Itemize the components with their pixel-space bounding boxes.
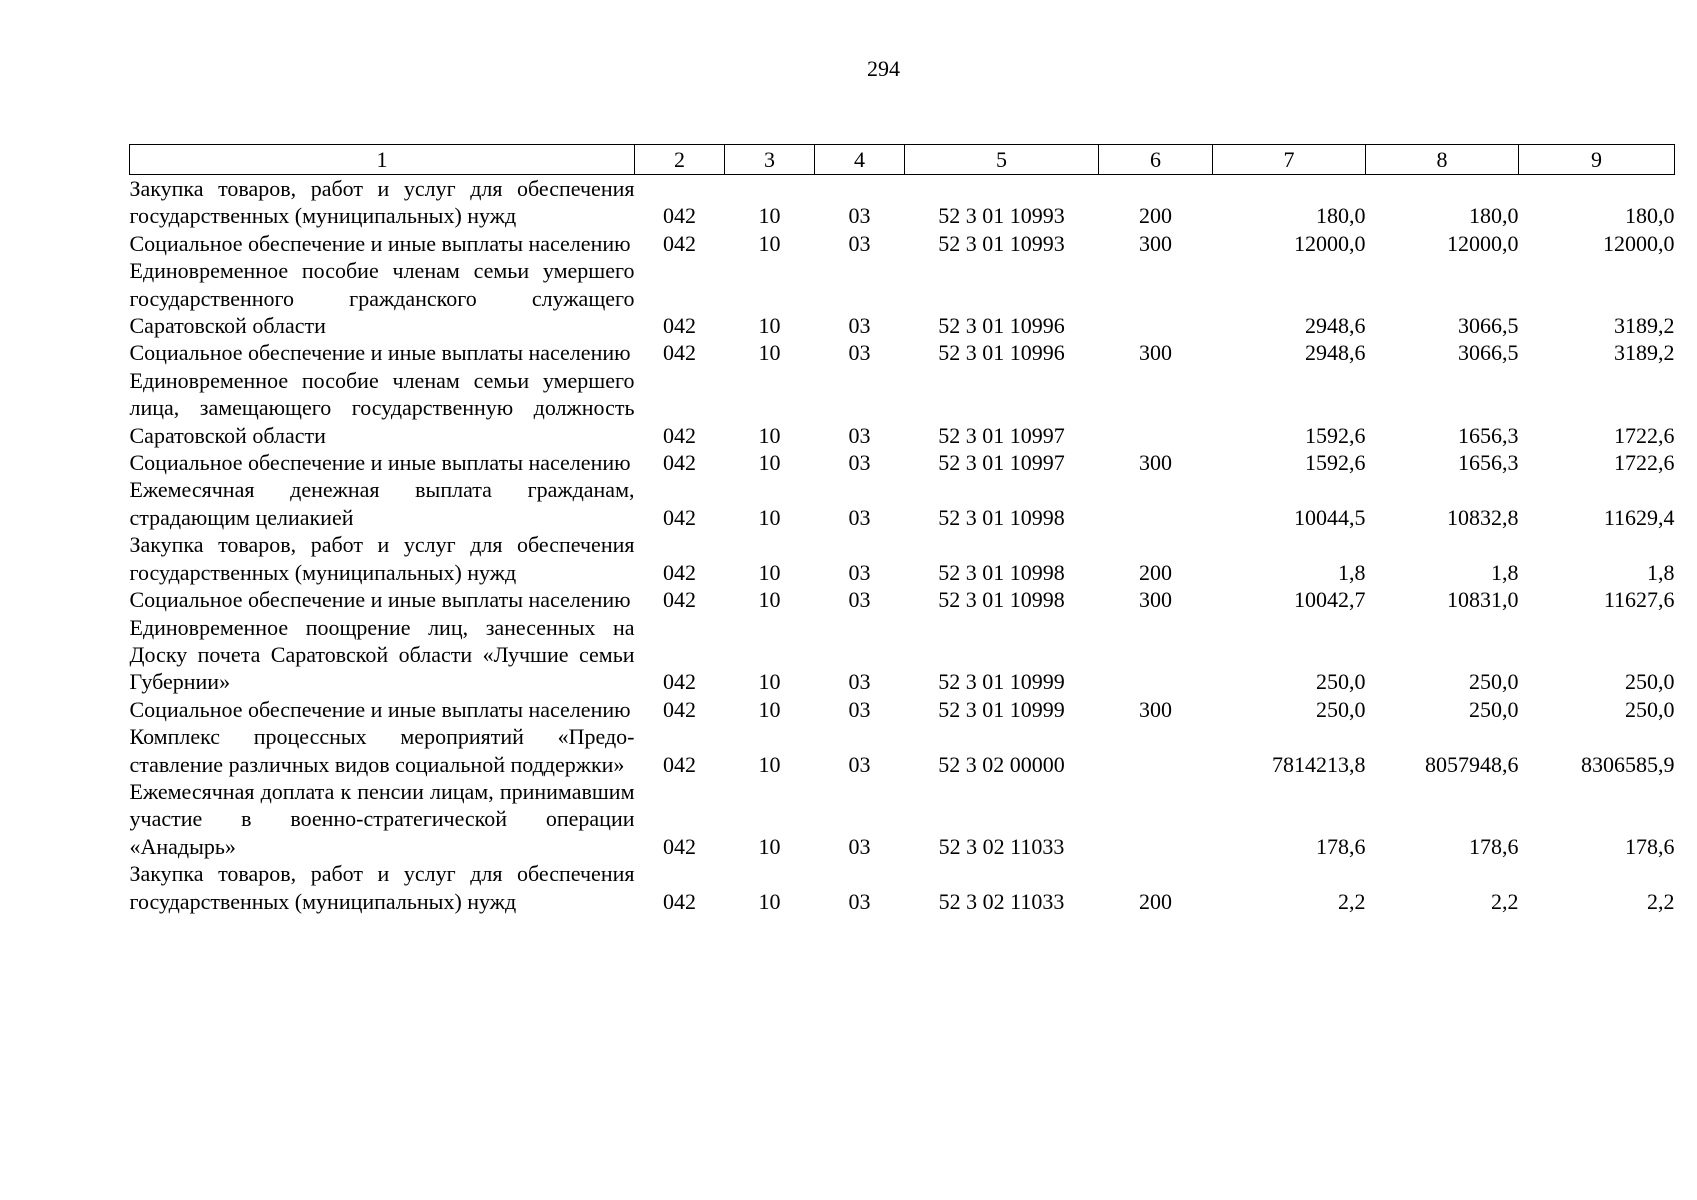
expense-type-code: 200 xyxy=(1139,559,1172,585)
section-code: 10 xyxy=(758,587,781,613)
row-name: Социальное обеспечение и иные выплаты населению xyxy=(129,340,631,366)
admin-code: 042 xyxy=(663,669,696,695)
expense-type-code xyxy=(1099,614,1213,696)
row-name: Единовременное пособие членам семьи умершего лица, замещающего государственную должность Саратовской области xyxy=(129,367,635,448)
table-row xyxy=(130,257,1675,339)
amount-year-2: 10831,0 xyxy=(1447,587,1519,613)
amount-year-1: 178,6 xyxy=(1316,833,1366,859)
amount-year-2: 250,0 xyxy=(1469,696,1519,722)
section-code: 10 xyxy=(758,450,781,476)
subsection-code: 03 xyxy=(848,340,871,366)
amount-year-2: 178,6 xyxy=(1469,833,1519,859)
amount-year-2: 3066,5 xyxy=(1458,313,1519,339)
admin-code: 042 xyxy=(663,504,696,530)
amount-year-1: 12000,0 xyxy=(1294,230,1366,256)
admin-code: 042 xyxy=(663,751,696,777)
target-article-code: 52 3 01 10998 xyxy=(938,504,1065,530)
table-row xyxy=(130,586,1675,613)
amount-year-3: 3189,2 xyxy=(1614,313,1675,339)
expense-type-code: 200 xyxy=(1139,888,1172,914)
amount-year-3: 3189,2 xyxy=(1614,340,1675,366)
amount-year-1: 10042,7 xyxy=(1294,587,1366,613)
section-code: 10 xyxy=(758,422,781,448)
amount-year-2: 3066,5 xyxy=(1458,340,1519,366)
expense-type-code xyxy=(1099,778,1213,860)
subsection-code: 03 xyxy=(848,203,871,229)
target-article-code: 52 3 01 10998 xyxy=(938,587,1065,613)
admin-code: 042 xyxy=(663,203,696,229)
column-header: 2 xyxy=(635,145,725,175)
row-name: Социальное обеспечение и иные выплаты населению xyxy=(129,587,631,613)
section-code: 10 xyxy=(758,313,781,339)
section-code: 10 xyxy=(758,230,781,256)
expense-type-code: 300 xyxy=(1139,696,1172,722)
admin-code: 042 xyxy=(663,313,696,339)
subsection-code: 03 xyxy=(848,669,871,695)
subsection-code: 03 xyxy=(848,833,871,859)
target-article-code: 52 3 01 10997 xyxy=(938,422,1065,448)
amount-year-3: 2,2 xyxy=(1647,888,1675,914)
expense-type-code: 300 xyxy=(1139,587,1172,613)
expense-type-code xyxy=(1099,257,1213,339)
row-name: Закупка товаров, работ и услуг для обеспечения государственных (муниципальных) нужд xyxy=(129,176,635,229)
amount-year-1: 1592,6 xyxy=(1305,422,1366,448)
amount-year-3: 250,0 xyxy=(1625,696,1675,722)
amount-year-2: 8057948,6 xyxy=(1425,751,1519,777)
table-row xyxy=(130,860,1675,915)
table-row xyxy=(130,476,1675,531)
section-code: 10 xyxy=(758,669,781,695)
table-row xyxy=(130,696,1675,723)
column-header: 6 xyxy=(1099,145,1213,175)
section-code: 10 xyxy=(758,696,781,722)
expense-type-code xyxy=(1099,476,1213,531)
target-article-code: 52 3 01 10999 xyxy=(938,669,1065,695)
table-row xyxy=(130,778,1675,860)
column-header: 7 xyxy=(1213,145,1366,175)
target-article-code: 52 3 01 10996 xyxy=(938,340,1065,366)
table-row xyxy=(130,339,1675,366)
admin-code: 042 xyxy=(663,230,696,256)
subsection-code: 03 xyxy=(848,888,871,914)
admin-code: 042 xyxy=(663,888,696,914)
column-header: 8 xyxy=(1366,145,1519,175)
amount-year-3: 1722,6 xyxy=(1614,422,1675,448)
section-code: 10 xyxy=(758,751,781,777)
row-name: Закупка товаров, работ и услуг для обеспечения государственных (муниципальных) нужд xyxy=(129,532,635,585)
header-row xyxy=(130,145,1675,175)
column-header: 4 xyxy=(815,145,905,175)
row-name: Социальное обеспечение и иные выплаты населению xyxy=(129,450,631,476)
table-row xyxy=(130,614,1675,696)
subsection-code: 03 xyxy=(848,230,871,256)
target-article-code: 52 3 01 10993 xyxy=(938,203,1065,229)
table-row xyxy=(130,230,1675,257)
amount-year-1: 250,0 xyxy=(1316,669,1366,695)
section-code: 10 xyxy=(758,203,781,229)
subsection-code: 03 xyxy=(848,313,871,339)
target-article-code: 52 3 01 10996 xyxy=(938,313,1065,339)
amount-year-3: 12000,0 xyxy=(1603,230,1675,256)
row-name: Социальное обеспечение и иные выплаты населению xyxy=(129,696,631,722)
section-code: 10 xyxy=(758,559,781,585)
section-code: 10 xyxy=(758,504,781,530)
admin-code: 042 xyxy=(663,833,696,859)
target-article-code: 52 3 01 10999 xyxy=(938,696,1065,722)
amount-year-3: 250,0 xyxy=(1625,669,1675,695)
expense-type-code xyxy=(1099,367,1213,449)
amount-year-1: 1592,6 xyxy=(1305,450,1366,476)
subsection-code: 03 xyxy=(848,422,871,448)
amount-year-1: 7814213,8 xyxy=(1272,751,1366,777)
subsection-code: 03 xyxy=(848,696,871,722)
row-name: Закупка товаров, работ и услуг для обеспечения государственных (муниципальных) нужд xyxy=(129,861,635,914)
subsection-code: 03 xyxy=(848,450,871,476)
amount-year-3: 11627,6 xyxy=(1603,587,1675,613)
row-name: Единовременное пособие членам семьи умершего государственного гражданского служащего Саратовской области xyxy=(129,258,635,339)
column-header: 3 xyxy=(725,145,815,175)
table-row xyxy=(130,531,1675,586)
budget-table xyxy=(129,144,1675,915)
expense-type-code: 200 xyxy=(1139,203,1172,229)
section-code: 10 xyxy=(758,340,781,366)
amount-year-2: 1656,3 xyxy=(1458,422,1519,448)
page-number: 294 xyxy=(867,56,900,81)
row-name: Единовременное поощрение лиц, занесенных на Доску почета Саратовской области «Лучшие семьи Губернии» xyxy=(129,614,635,695)
expense-type-code: 300 xyxy=(1139,230,1172,256)
amount-year-3: 180,0 xyxy=(1625,203,1675,229)
admin-code: 042 xyxy=(663,587,696,613)
amount-year-1: 10044,5 xyxy=(1294,504,1366,530)
table-body xyxy=(130,175,1675,915)
amount-year-1: 250,0 xyxy=(1316,696,1366,722)
amount-year-2: 180,0 xyxy=(1469,203,1519,229)
expense-type-code: 300 xyxy=(1139,340,1172,366)
table-row xyxy=(130,723,1675,778)
amount-year-2: 2,2 xyxy=(1491,888,1519,914)
target-article-code: 52 3 01 10998 xyxy=(938,559,1065,585)
amount-year-3: 11629,4 xyxy=(1603,504,1675,530)
amount-year-3: 178,6 xyxy=(1625,833,1675,859)
column-header: 1 xyxy=(130,145,635,175)
target-article-code: 52 3 02 11033 xyxy=(938,888,1065,914)
subsection-code: 03 xyxy=(848,587,871,613)
subsection-code: 03 xyxy=(848,559,871,585)
admin-code: 042 xyxy=(663,559,696,585)
target-article-code: 52 3 02 11033 xyxy=(938,833,1065,859)
amount-year-2: 1656,3 xyxy=(1458,450,1519,476)
amount-year-3: 1722,6 xyxy=(1614,450,1675,476)
amount-year-1: 1,8 xyxy=(1338,559,1366,585)
admin-code: 042 xyxy=(663,696,696,722)
expense-type-code xyxy=(1099,723,1213,778)
row-name: Социальное обеспечение и иные выплаты населению xyxy=(129,230,631,256)
row-name: Комплекс процессных мероприятий «Предоставление различных видов социальной поддержки» xyxy=(129,724,635,777)
amount-year-3: 8306585,9 xyxy=(1581,751,1675,777)
amount-year-3: 1,8 xyxy=(1647,559,1675,585)
admin-code: 042 xyxy=(663,422,696,448)
section-code: 10 xyxy=(758,833,781,859)
expense-type-code: 300 xyxy=(1139,450,1172,476)
amount-year-1: 2948,6 xyxy=(1305,313,1366,339)
amount-year-2: 12000,0 xyxy=(1447,230,1519,256)
amount-year-1: 180,0 xyxy=(1316,203,1366,229)
table-row xyxy=(130,175,1675,230)
table-row xyxy=(130,367,1675,449)
admin-code: 042 xyxy=(663,450,696,476)
row-name: Ежемесячная доплата к пенсии лицам, принимавшим участие в военно-стратегической операции «Анадырь» xyxy=(129,778,635,859)
table-row xyxy=(130,449,1675,476)
target-article-code: 52 3 01 10993 xyxy=(938,230,1065,256)
column-header: 5 xyxy=(905,145,1099,175)
amount-year-2: 10832,8 xyxy=(1447,504,1519,530)
amount-year-1: 2,2 xyxy=(1338,888,1366,914)
admin-code: 042 xyxy=(663,340,696,366)
target-article-code: 52 3 01 10997 xyxy=(938,450,1065,476)
amount-year-2: 250,0 xyxy=(1469,669,1519,695)
amount-year-2: 1,8 xyxy=(1491,559,1519,585)
target-article-code: 52 3 02 00000 xyxy=(938,751,1065,777)
subsection-code: 03 xyxy=(848,751,871,777)
amount-year-1: 2948,6 xyxy=(1305,340,1366,366)
column-header: 9 xyxy=(1519,145,1675,175)
section-code: 10 xyxy=(758,888,781,914)
row-name: Ежемесячная денежная выплата гражданам, страдающим целиакией xyxy=(129,477,635,530)
subsection-code: 03 xyxy=(848,504,871,530)
